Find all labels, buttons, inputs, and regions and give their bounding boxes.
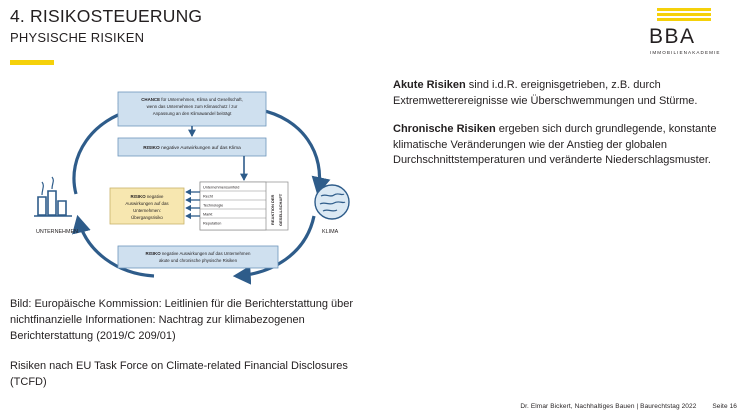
footer-author: Dr. Elmar Bickert, Nachhaltiges Bauen | Baurechtstag 2022 [520, 403, 697, 410]
svg-text:REAKTION DER: REAKTION DER [270, 194, 275, 225]
svg-text:Unternehmensumfeld: Unternehmensumfeld [203, 185, 240, 190]
svg-text:akute und chronische physische: akute und chronische physische Risiken [158, 258, 238, 263]
label-climate: KLIMA [322, 229, 339, 235]
title-underline-rule [10, 60, 54, 65]
svg-text:RISIKO negative: RISIKO negative [130, 194, 164, 199]
svg-text:Anpassung an den Klimawandel b: Anpassung an den Klimawandel beiträgt [152, 111, 232, 116]
logo-bars-icon [657, 8, 711, 21]
svg-text:RISIKO negative Auswirkungen a: RISIKO negative Auswirkungen auf das Unternehmen [145, 251, 251, 256]
logo [639, 8, 735, 55]
logo-name: BBA [649, 24, 696, 48]
company-icon [34, 177, 72, 216]
paragraph-chronic-risks-lead: Chronische Risiken [393, 123, 496, 136]
page-subtitle: PHYSISCHE RISIKEN [10, 30, 145, 45]
svg-text:Reputation: Reputation [203, 221, 222, 226]
paragraph-chronic-risks [393, 122, 737, 169]
svg-text:Technologie: Technologie [203, 203, 224, 208]
paragraph-acute-risks-body: sind i.d.R. ereignisgetrieben, z.B. durch Extremwetterereignisse wie Überschwemmungen und Stürme. [393, 79, 698, 107]
svg-text:wenn das Unternehmen zum Klima: wenn das Unternehmen zum Klimaschutz / zur [146, 104, 238, 109]
risk-cycle-diagram [14, 76, 372, 288]
svg-text:RISIKO negative Auswirkungen a: RISIKO negative Auswirkungen auf das Klima [143, 146, 241, 151]
body-text-column [393, 78, 737, 182]
svg-text:Markt: Markt [203, 212, 213, 217]
paragraph-acute-risks [393, 78, 737, 109]
svg-text:Recht: Recht [203, 194, 213, 199]
caption-source: Bild: Europäische Kommission: Leitlinien für die Berichterstattung über nichtfinanzielle Informationen: Nachtrag zur klimabezogenen Berichterstattung (2019/C 209/01) [10, 298, 354, 342]
label-company: UNTERNEHMEN [36, 229, 78, 235]
paragraph-chronic-risks-body: ergeben sich durch grundlegende, konstante klimatische Veränderungen wie der Anstieg der globalen Durchschnittstemperaturen und veränderte Niederschlagsmuster. [393, 123, 717, 167]
svg-text:CHANCE für Unternehmen, Klima: CHANCE für Unternehmen, Klima und Gesellschaft, [141, 97, 243, 102]
figure-caption [10, 297, 370, 391]
svg-text:Unternehmen:: Unternehmen: [133, 208, 161, 213]
svg-text:Übergangsrisiko: Übergangsrisiko [131, 215, 163, 220]
logo-subtitle: IMMOBILIENAKADEMIE [650, 49, 721, 55]
caption-tcfd: Risiken nach EU Task Force on Climate-related Financial Disclosures (TCFD) [10, 359, 348, 388]
box-risk-bottom [118, 246, 278, 268]
svg-text:GESELLSCHAFT: GESELLSCHAFT [278, 193, 283, 226]
footer-page-number: Seite 16 [712, 403, 737, 410]
climate-icon [315, 185, 349, 219]
svg-text:Auswirkungen auf das: Auswirkungen auf das [125, 201, 169, 206]
page-title: 4. RISIKOSTEUERUNG [10, 6, 203, 26]
slide-footer [520, 403, 737, 410]
paragraph-acute-risks-lead: Akute Risiken [393, 79, 466, 91]
